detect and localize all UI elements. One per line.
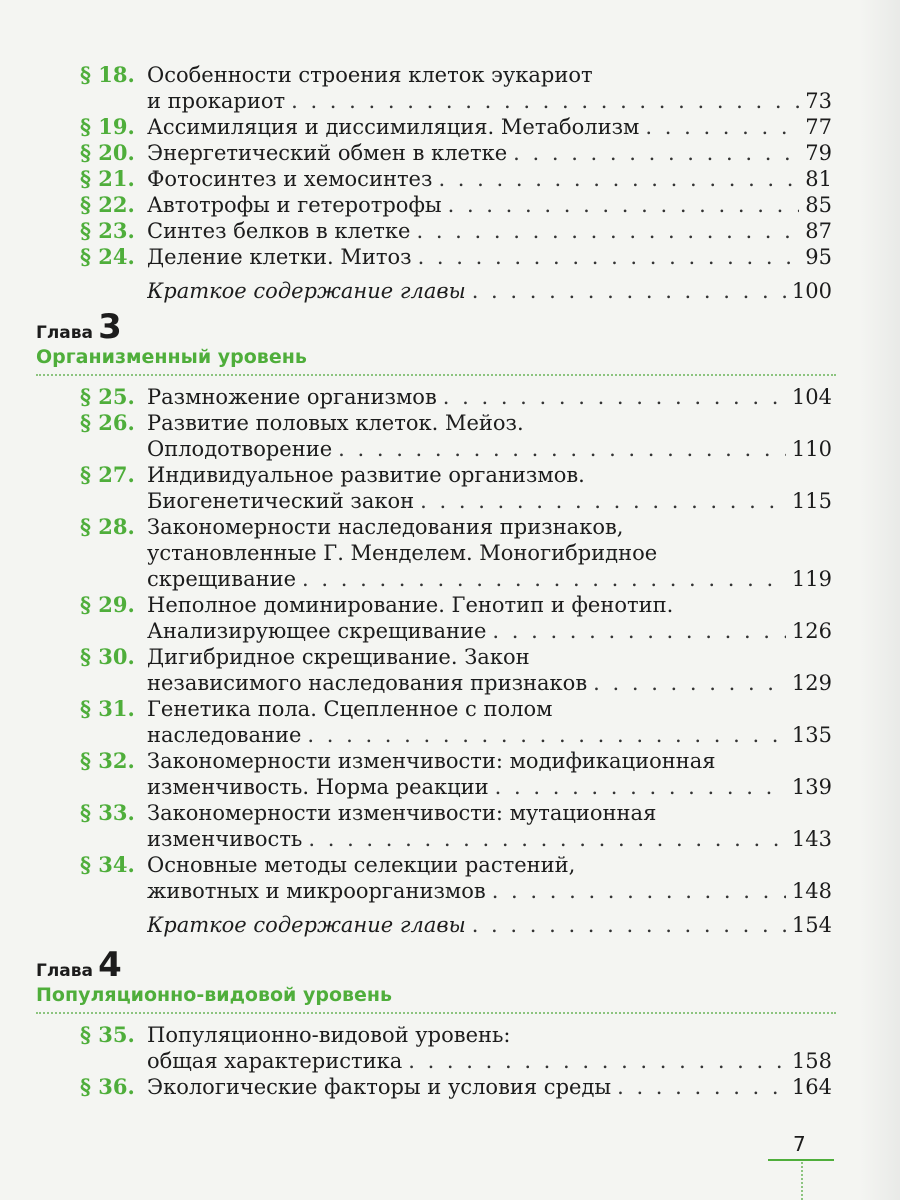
page-number: 73 (799, 88, 832, 114)
chapter-divider (36, 1012, 836, 1014)
toc-entry[interactable] (0, 114, 900, 140)
page-number: 148 (786, 878, 832, 904)
page-number: 110 (786, 436, 832, 462)
page-number: 81 (799, 166, 832, 192)
section-title: независимого наследования признаков (147, 671, 588, 695)
section-title: Деление клетки. Митоз (147, 245, 412, 269)
toc-entry-cont[interactable] (0, 722, 900, 748)
toc-entry-cont[interactable] (0, 878, 900, 904)
toc-entry[interactable] (0, 384, 900, 410)
section-title: общая характеристика (147, 1049, 403, 1073)
section-title: Размножение организмов (147, 385, 437, 409)
page-number: 135 (786, 722, 832, 748)
page-number: 119 (786, 566, 832, 592)
chapter-title: Популяционно-видовой уровень (36, 984, 393, 1006)
section-title: Закономерности изменчивости: модификационная (147, 749, 716, 773)
toc-entry[interactable] (0, 1074, 900, 1100)
section-title: Оплодотворение (147, 437, 333, 461)
toc-entry[interactable] (0, 514, 900, 540)
toc-entry-cont[interactable] (0, 670, 900, 696)
toc-entry[interactable] (0, 800, 900, 826)
page-number: 87 (799, 218, 832, 244)
section-title: Анализирующее скрещивание (147, 619, 487, 643)
section-title: Развитие половых клеток. Мейоз. (147, 411, 524, 435)
section-title: установленные Г. Менделем. Моногибридное (147, 541, 658, 565)
toc-summary-entry[interactable] (0, 912, 900, 938)
page-number: 115 (786, 488, 832, 514)
toc-entry[interactable] (0, 592, 900, 618)
section-title: Биогенетический закон (147, 489, 415, 513)
toc-entry[interactable] (0, 696, 900, 722)
section-number: § 18. (80, 62, 135, 87)
page-number: 77 (799, 114, 832, 140)
toc-entry-cont[interactable] (0, 826, 900, 852)
page-number: 154 (786, 912, 832, 938)
toc-entry[interactable] (0, 166, 900, 192)
footer-dotted-line (801, 1162, 803, 1200)
page-number: 95 (799, 244, 832, 270)
section-number: § 35. (80, 1022, 135, 1047)
section-number: § 33. (80, 800, 135, 825)
toc-entry[interactable] (0, 140, 900, 166)
toc-entry-cont[interactable] (0, 774, 900, 800)
section-number: § 26. (80, 410, 135, 435)
page-number: 85 (799, 192, 832, 218)
section-title: Фотосинтез и хемосинтез (147, 167, 433, 191)
page-number: 104 (786, 384, 832, 410)
section-title: Энергетический обмен в клетке (147, 141, 508, 165)
toc-chapter3-block (0, 384, 900, 938)
section-title: Основные методы селекции растений, (147, 853, 576, 877)
toc-entry-cont[interactable] (0, 436, 900, 462)
page-number: 143 (786, 826, 832, 852)
section-number: § 24. (80, 244, 135, 269)
section-number: § 31. (80, 696, 135, 721)
page-number: 79 (799, 140, 832, 166)
section-title: Неполное доминирование. Генотип и фенотип. (147, 593, 674, 617)
page-number: 139 (786, 774, 832, 800)
chapter-digit: 3 (98, 307, 122, 347)
toc-summary-entry[interactable] (0, 278, 900, 304)
chapter-title: Организменный уровень (36, 346, 307, 368)
toc-chapter2-block (0, 62, 900, 304)
section-title: и прокариот (147, 89, 286, 113)
toc-entry[interactable] (0, 462, 900, 488)
section-title: наследование (147, 723, 302, 747)
section-number: § 32. (80, 748, 135, 773)
section-title: Индивидуальное развитие организмов. (147, 463, 585, 487)
footer-rule (768, 1159, 834, 1161)
toc-entry-cont[interactable] (0, 566, 900, 592)
section-title: Синтез белков в клетке (147, 219, 411, 243)
section-title: Закономерности наследования признаков, (147, 515, 624, 539)
page-number: 126 (786, 618, 832, 644)
summary-label: Краткое содержание главы (147, 913, 466, 937)
section-title: Популяционно-видовой уровень: (147, 1023, 511, 1047)
chapter-digit: 4 (98, 945, 122, 985)
section-number: § 23. (80, 218, 135, 243)
section-title: скрещивание (147, 567, 297, 591)
section-number: § 36. (80, 1074, 135, 1099)
section-number: § 22. (80, 192, 135, 217)
section-title: Особенности строения клеток эукариот (147, 63, 593, 87)
section-number: § 25. (80, 384, 135, 409)
section-number: § 19. (80, 114, 135, 139)
page-number: 100 (786, 278, 832, 304)
toc-entry-cont[interactable] (0, 488, 900, 514)
chapter-word: Глава (36, 961, 93, 981)
section-number: § 28. (80, 514, 135, 539)
toc-entry[interactable] (0, 1022, 900, 1048)
toc-entry-cont[interactable] (0, 88, 900, 114)
toc-entry-cont[interactable] (0, 1048, 900, 1074)
section-title: животных и микроорганизмов (147, 879, 486, 903)
section-title: Ассимиляция и диссимиляция. Метаболизм (147, 115, 640, 139)
chapter-heading (36, 945, 122, 985)
toc-entry[interactable] (0, 410, 900, 436)
toc-entry[interactable] (0, 192, 900, 218)
section-title: Закономерности изменчивости: мутационная (147, 801, 657, 825)
section-number: § 20. (80, 140, 135, 165)
section-number: § 34. (80, 852, 135, 877)
section-title: изменчивость (147, 827, 303, 851)
toc-entry[interactable] (0, 748, 900, 774)
section-title: изменчивость. Норма реакции (147, 775, 489, 799)
section-title: Генетика пола. Сцепленное с полом (147, 697, 553, 721)
chapter-word: Глава (36, 323, 93, 343)
page-number: 158 (786, 1048, 832, 1074)
page-number: 129 (786, 670, 832, 696)
section-title: Экологические факторы и условия среды (147, 1075, 612, 1099)
toc-entry[interactable] (0, 244, 900, 270)
folio-page-number: 7 (793, 1132, 806, 1156)
section-number: § 29. (80, 592, 135, 617)
page-number: 164 (786, 1074, 832, 1100)
toc-chapter4-block (0, 1022, 900, 1100)
toc-entry[interactable] (0, 218, 900, 244)
toc-entry[interactable] (0, 62, 900, 88)
section-title: Автотрофы и гетеротрофы (147, 193, 442, 217)
section-title: Дигибридное скрещивание. Закон (147, 645, 530, 669)
chapter-heading (36, 307, 122, 347)
toc-entry-cont[interactable] (0, 618, 900, 644)
summary-label: Краткое содержание главы (147, 279, 466, 303)
toc-entry[interactable] (0, 644, 900, 670)
chapter-divider (36, 374, 836, 376)
section-number: § 30. (80, 644, 135, 669)
section-number: § 27. (80, 462, 135, 487)
toc-entry[interactable] (0, 852, 900, 878)
section-number: § 21. (80, 166, 135, 191)
toc-entry-cont[interactable] (0, 540, 900, 566)
